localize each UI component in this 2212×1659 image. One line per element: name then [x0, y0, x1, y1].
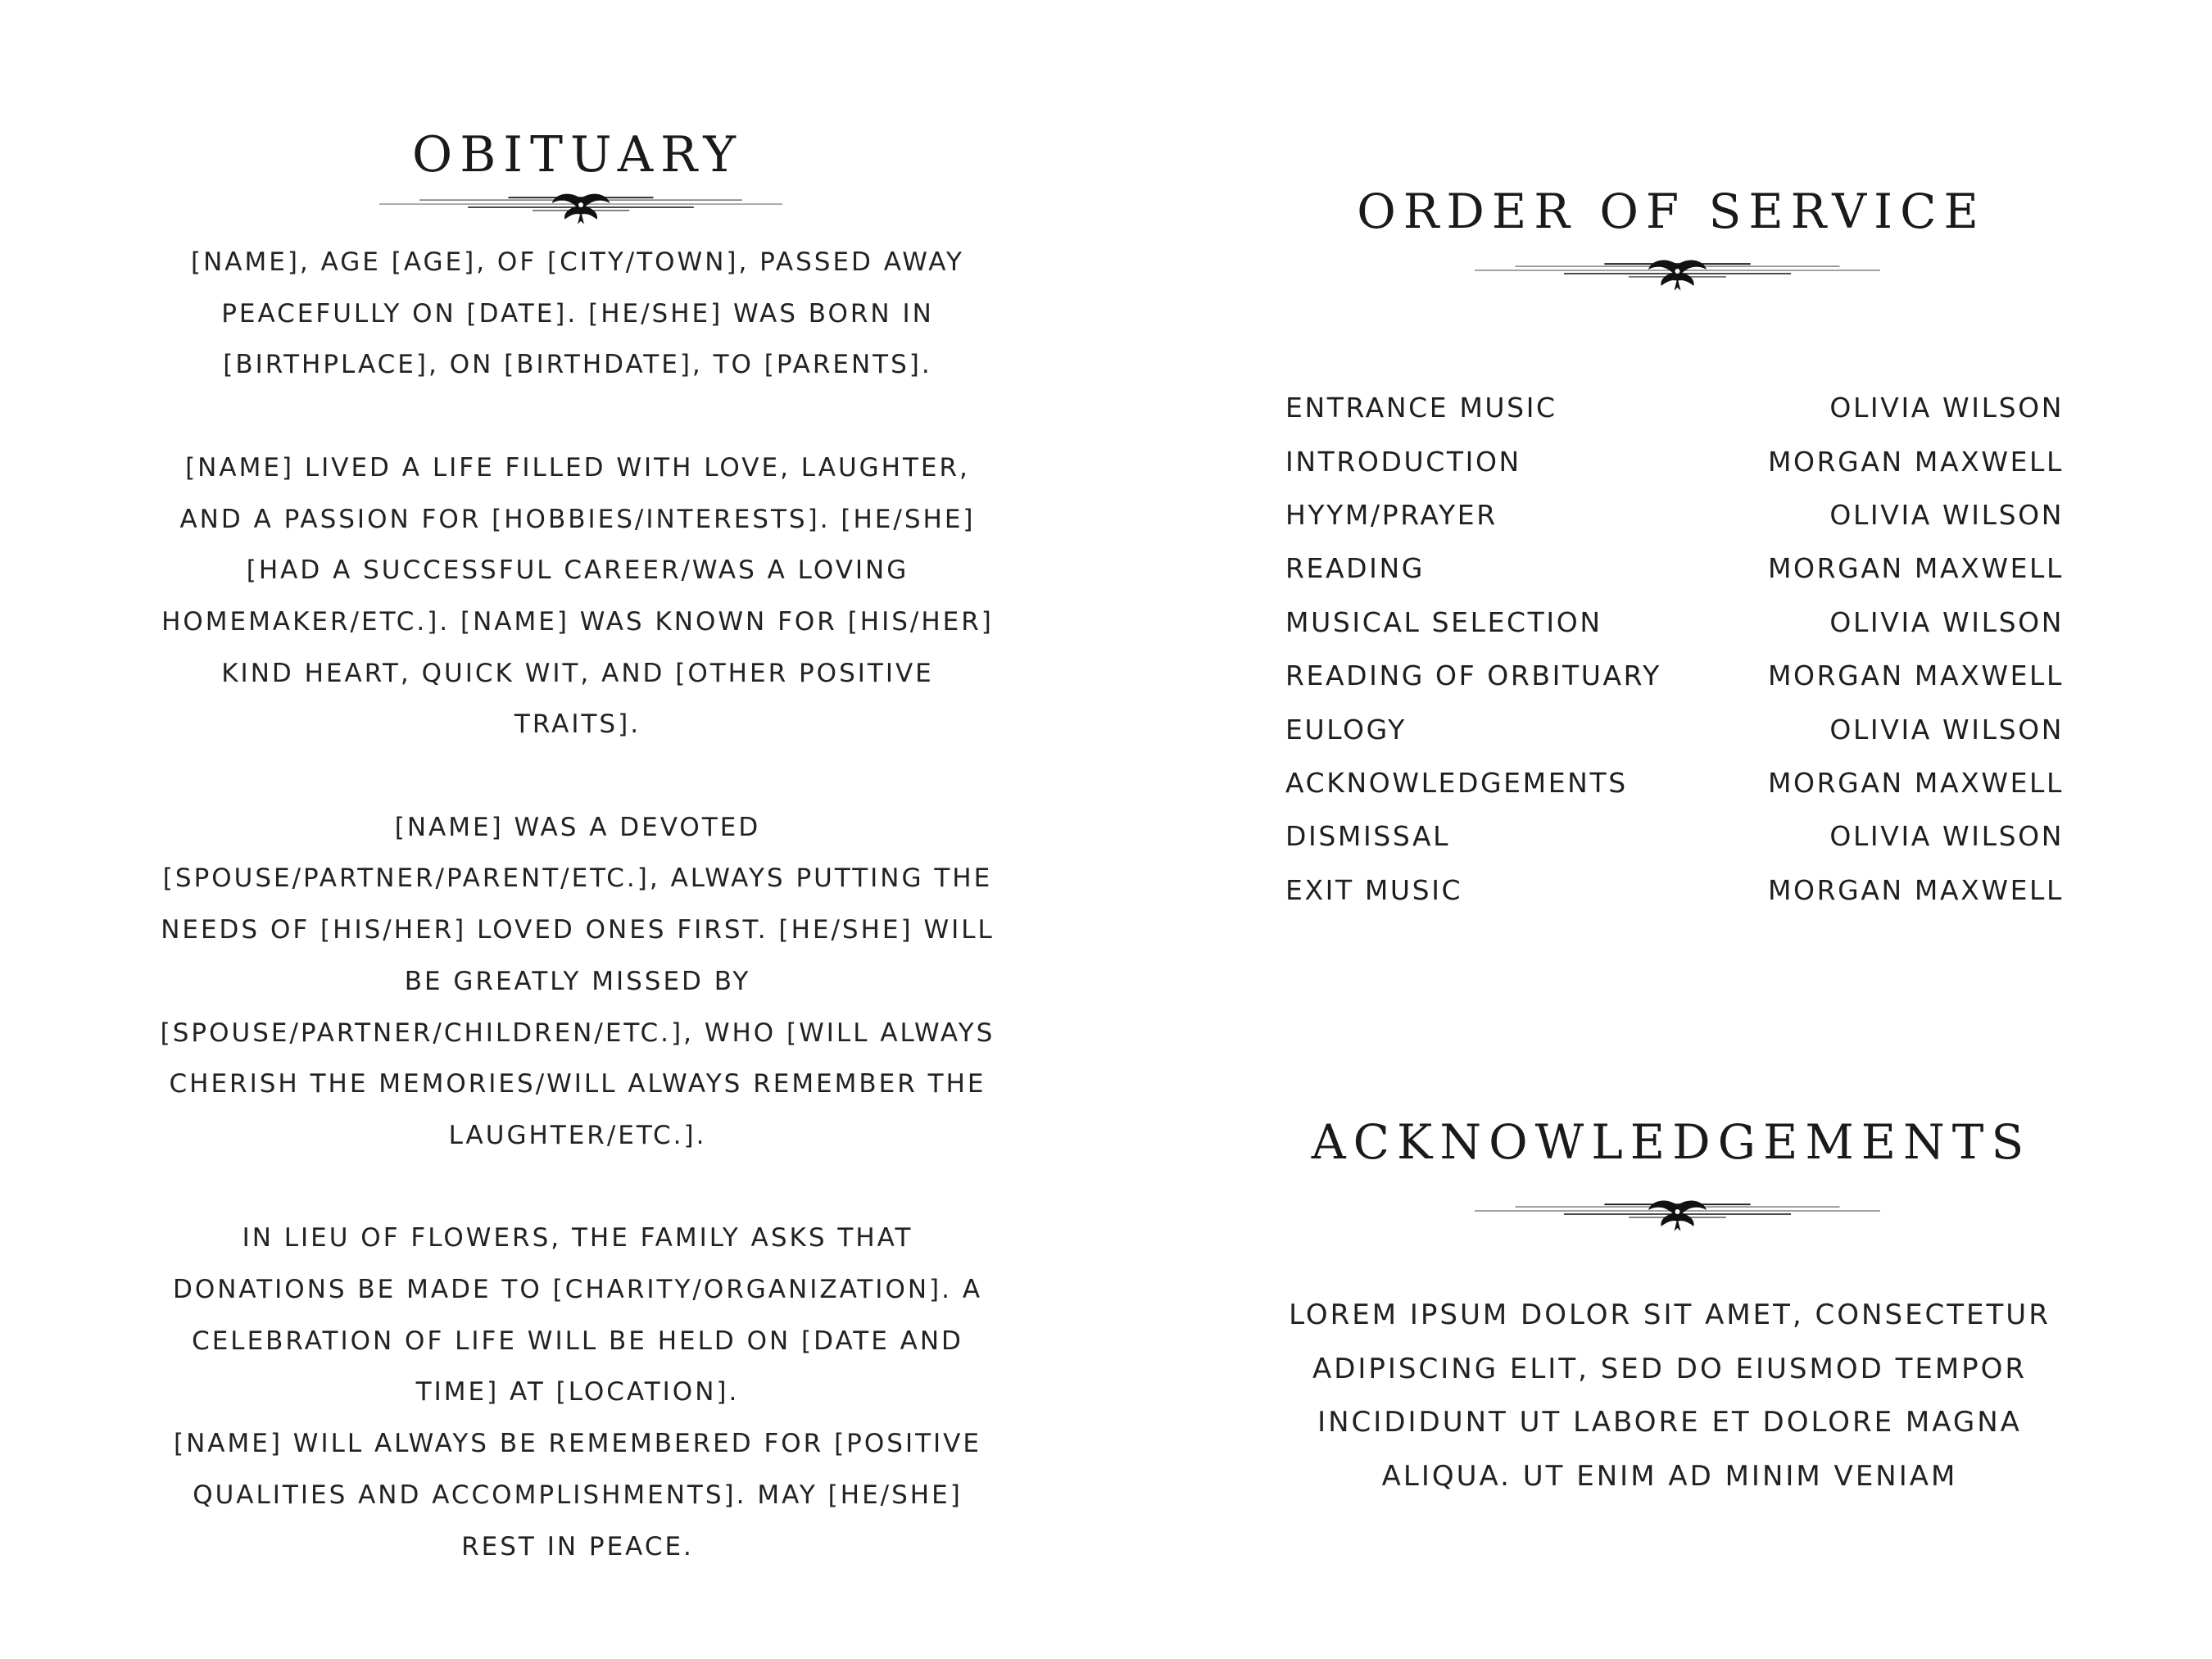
service-person: MORGAN MAXWELL [1767, 445, 2064, 478]
service-row [1285, 381, 2064, 434]
service-row [1285, 542, 2064, 595]
acknowledgements-body: LOREM IPSUM DOLOR SIT AMET, CONSECTETUR ADIPISCING ELIT, SED DO EIUSMOD TEMPOR INCIDIDUNT UT LABORE ET DOLORE MAGNA ALIQUA. UT ENIM AD MINIM VENIAM [1289, 1299, 2051, 1493]
ornamental-divider-icon [379, 187, 782, 228]
service-list [1285, 381, 2064, 917]
obituary-paragraph: [NAME], AGE [AGE], OF [CITY/TOWN], PASSED AWAY PEACEFULLY ON [DATE]. [HE/SHE] WAS BORN IN [BIRTHPLACE], ON [BIRTHDATE], TO [PARENTS]. [191, 247, 964, 380]
service-row [1285, 809, 2064, 863]
service-person: MORGAN MAXWELL [1767, 660, 2064, 692]
service-row [1285, 596, 2064, 649]
service-item: EULOGY [1285, 713, 1407, 746]
service-item: ACKNOWLEDGEMENTS [1285, 766, 1628, 799]
service-row [1285, 434, 2064, 487]
service-person: MORGAN MAXWELL [1767, 873, 2064, 906]
obituary-paragraph: [NAME] LIVED A LIFE FILLED WITH LOVE, LAUGHTER, AND A PASSION FOR [HOBBIES/INTERESTS]. [HE/SHE] [HAD A SUCCESSFUL CAREER/WAS A LOVING HOMEMAKER/ETC.]. [NAME] WAS KNOWN FOR [HIS/HER] KIND HEART, QUICK WIT, AND [OTHER POSITIVE TRAITS]. [161, 452, 994, 740]
service-row [1285, 488, 2064, 542]
service-person: MORGAN MAXWELL [1767, 766, 2064, 799]
obituary-paragraph: IN LIEU OF FLOWERS, THE FAMILY ASKS THAT DONATIONS BE MADE TO [CHARITY/ORGANIZATION]. A CELEBRATION OF LIFE WILL BE HELD ON [DATE AND TIME] AT [LOCATION]. [172, 1223, 983, 1407]
acknowledgements-title: ACKNOWLEDGEMENTS [1311, 1114, 2032, 1170]
obituary-title: OBITUARY [412, 126, 743, 184]
service-item: ENTRANCE MUSIC [1285, 392, 1557, 424]
service-person: OLIVIA WILSON [1829, 605, 2064, 638]
service-row [1285, 649, 2064, 702]
order-of-service-title: ORDER OF SERVICE [1357, 184, 1986, 239]
service-item: READING [1285, 552, 1425, 585]
obituary-paragraph: [NAME] WILL ALWAYS BE REMEMBERED FOR [POSITIVE QUALITIES AND ACCOMPLISHMENTS]. MAY [HE/SHE] REST IN PEACE. [174, 1429, 981, 1562]
service-row [1285, 756, 2064, 809]
service-person: MORGAN MAXWELL [1767, 552, 2064, 585]
service-item: MUSICAL SELECTION [1285, 605, 1602, 638]
obituary-body [156, 237, 999, 1572]
service-item: READING OF ORBITUARY [1285, 660, 1661, 692]
obituary-paragraph: [NAME] WAS A DEVOTED [SPOUSE/PARTNER/PARENT/ETC.], ALWAYS PUTTING THE NEEDS OF [HIS/HER] LOVED ONES FIRST. [HE/SHE] WILL BE GREATLY MISSED BY [SPOUSE/PARTNER/CHILDREN/ETC.], WHO [WILL ALWAYS CHERISH THE MEMORIES/WILL ALWAYS REMEMBER THE LAUGHTER/ETC.]. [160, 812, 995, 1150]
service-person: OLIVIA WILSON [1829, 498, 2064, 531]
service-row [1285, 702, 2064, 755]
ornamental-divider-icon [1475, 1194, 1880, 1235]
service-person: OLIVIA WILSON [1829, 713, 2064, 746]
service-item: HYYM/PRAYER [1285, 498, 1498, 531]
service-person: OLIVIA WILSON [1829, 392, 2064, 424]
service-person: OLIVIA WILSON [1829, 820, 2064, 853]
ornamental-divider-icon [1475, 253, 1880, 294]
service-item: INTRODUCTION [1285, 445, 1521, 478]
service-item: DISMISSAL [1285, 820, 1451, 853]
service-item: EXIT MUSIC [1285, 873, 1463, 906]
service-row [1285, 863, 2064, 917]
